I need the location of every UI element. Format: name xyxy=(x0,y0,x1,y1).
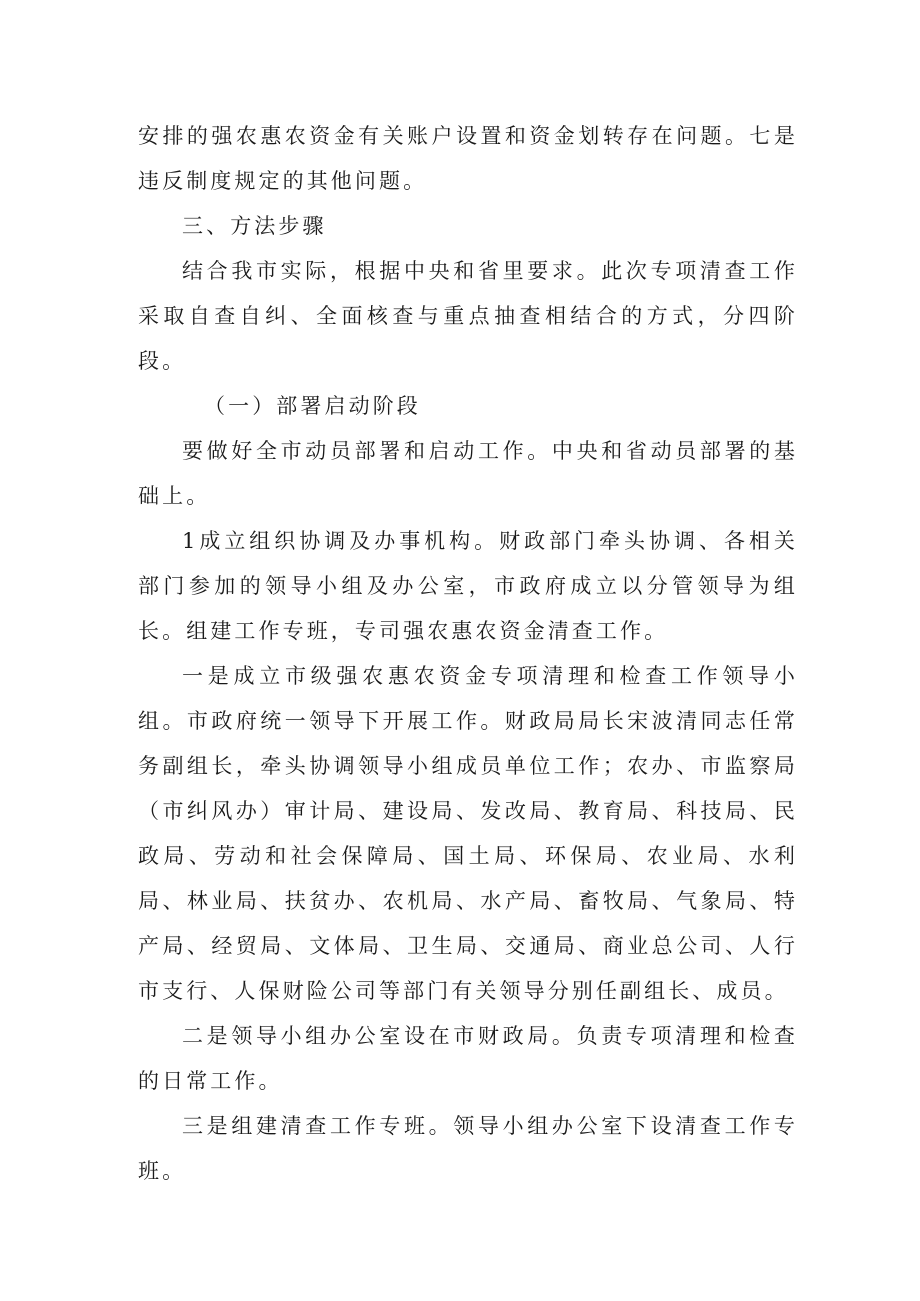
section-heading-methods: 三、方法步骤 xyxy=(182,214,327,238)
subsection-heading-launch-stage: （一）部署启动阶段 xyxy=(204,394,421,418)
paragraph-leading-group: 一是成立市级强农惠农资金专项清理和检查工作领导小组。市政府统一领导下开展工作。财政局局长宋波清同志任常务副组长，牵头协调领导小组成员单位工作；农办、市监察局（市纠风办）审计局、建设局、发改局、教育局、科技局、民政局、劳动和社会保障局、国土局、环保局、农业局、水利局、林业局、扶贫办、农机局、水产局、畜牧局、气象局、特产局、经贸局、文体局、卫生局、交通局、商业总公司、人行市支行、人保财险公司等部门有关领导分别任副组长、成员。 xyxy=(138,664,798,1003)
paragraph-office-location: 二是领导小组办公室设在市财政局。负责专项清理和检查的日常工作。 xyxy=(138,1024,798,1093)
paragraph-problems-continued: 安排的强农惠农资金有关账户设置和资金划转存在问题。七是违反制度规定的其他问题。 xyxy=(138,124,798,193)
paragraph-approach: 结合我市实际，根据中央和省里要求。此次专项清查工作采取自查自纠、全面核查与重点抽查相结合的方式，分四阶段。 xyxy=(138,259,798,373)
paragraph-mobilization: 要做好全市动员部署和启动工作。中央和省动员部署的基础上。 xyxy=(138,439,798,508)
paragraph-task-force: 三是组建清查工作专班。领导小组办公室下设清查工作专班。 xyxy=(138,1114,798,1183)
paragraph-establish-organization: 1成立组织协调及办事机构。财政部门牵头协调、各相关部门参加的领导小组及办公室，市政府成立以分管领导为组长。组建工作专班，专司强农惠农资金清查工作。 xyxy=(138,529,798,643)
document-body xyxy=(138,114,798,1194)
